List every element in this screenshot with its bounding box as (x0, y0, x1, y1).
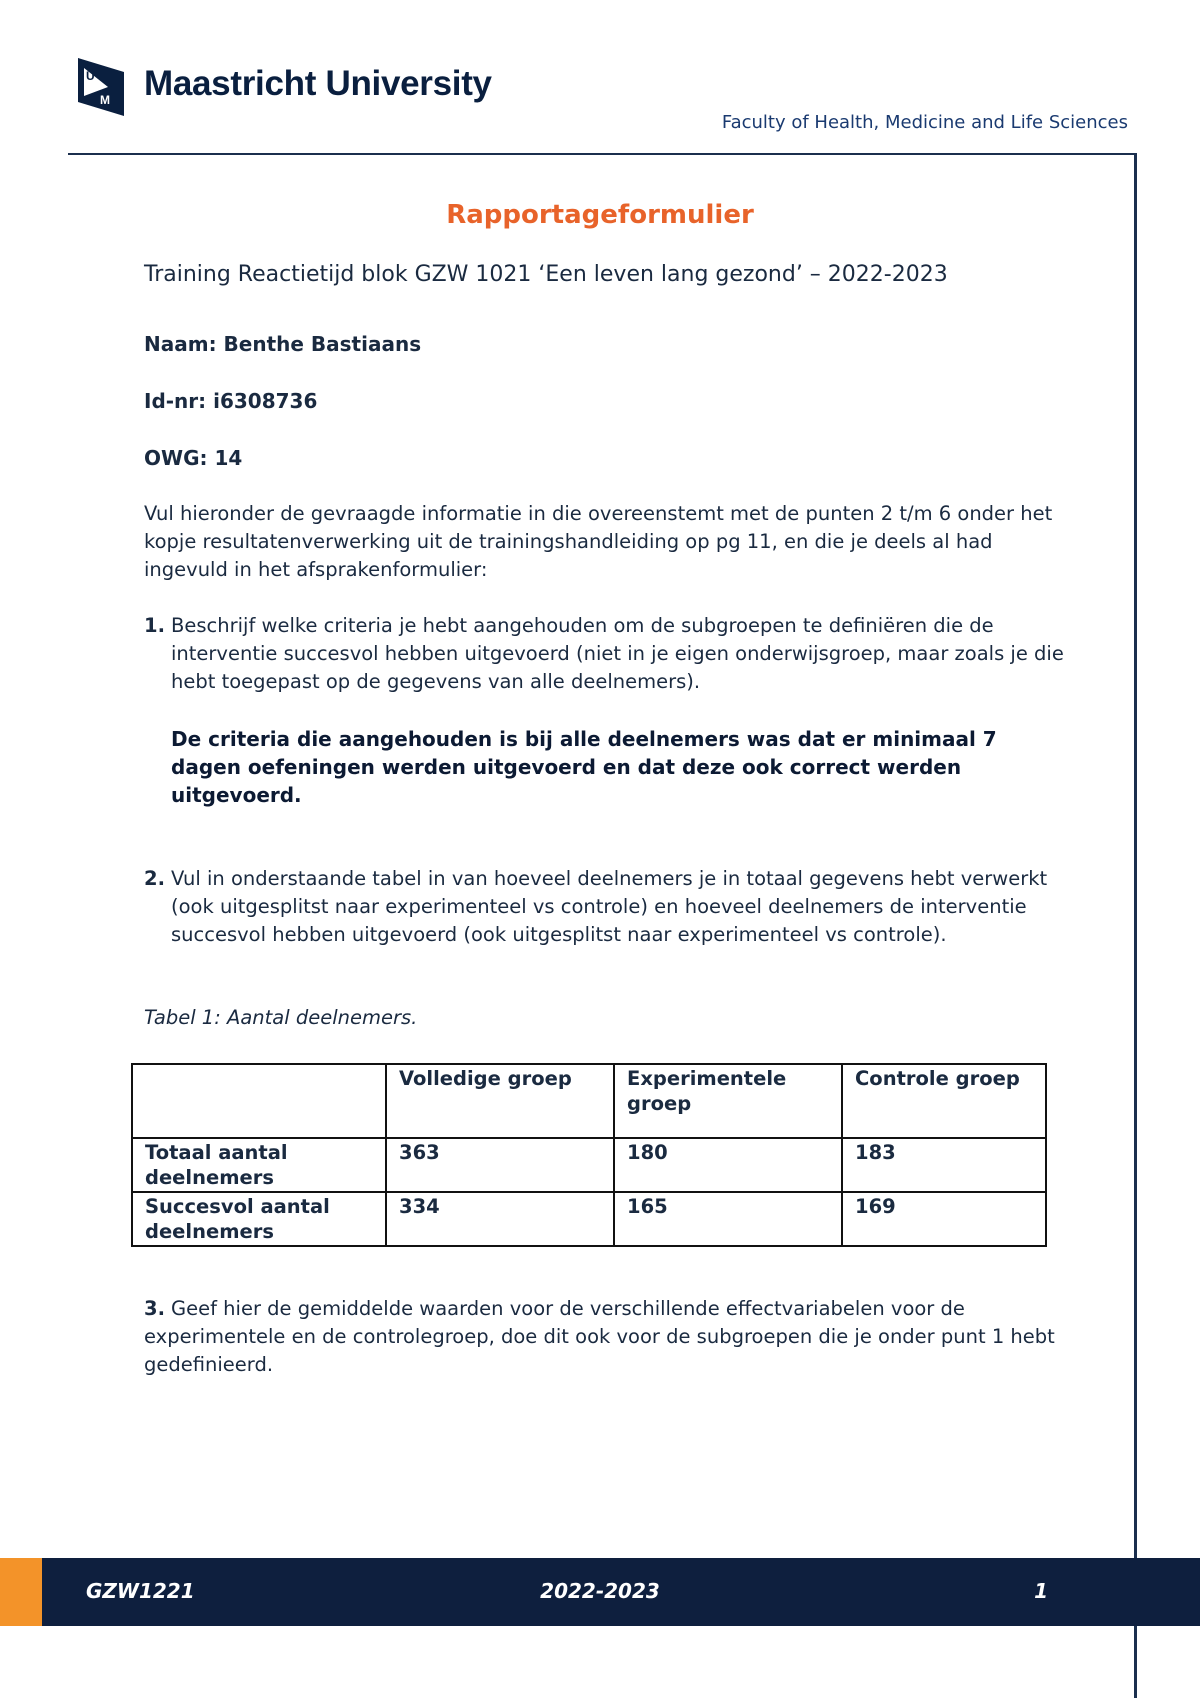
student-name: Naam: Benthe Bastiaans (144, 332, 422, 356)
question-3-text: Geef hier de gemiddelde waarden voor de verschillende effectvariabelen voor de experimentele en de controlegroep, doe dit ook voor de subgroepen die je onder punt 1 hebt gedefinieerd. (144, 1297, 1055, 1376)
table-header-cell: Controle groep (842, 1064, 1046, 1138)
table-cell: 165 (614, 1192, 842, 1246)
table-caption: Tabel 1: Aantal deelnemers. (144, 1006, 418, 1029)
page-border-right (1134, 153, 1137, 1698)
question-1-text: Beschrijf welke criteria je hebt aangehouden om de subgroepen te definiëren die de interventie succesvol hebben uitgevoerd (niet in je eigen onderwijsgroep, maar zoals je die hebt toegepast op de gegevens van alle deelnemers). (171, 614, 1064, 693)
table-cell: 363 (386, 1138, 614, 1192)
table-row (132, 1192, 1046, 1246)
document-subtitle: Training Reactietijd blok GZW 1021 ‘Een leven lang gezond’ – 2022-2023 (144, 262, 948, 287)
table-header-cell (132, 1064, 386, 1138)
participants-table (131, 1063, 1047, 1247)
table-row (132, 1138, 1046, 1192)
question-1-number: 1. (144, 614, 165, 637)
question-2-number: 2. (144, 867, 165, 890)
table-header-row (132, 1064, 1046, 1138)
table-header-cell: Experimentele groep (614, 1064, 842, 1138)
question-1-answer: De criteria die aangehouden is bij alle deelnemers was dat er minimaal 7 dagen oefeningen werden uitgevoerd en dat deze ook correct werden uitgevoerd. (171, 727, 997, 807)
svg-text:M: M (100, 93, 110, 107)
table-cell: 180 (614, 1138, 842, 1192)
footer-page-number: 1 (1034, 1579, 1048, 1603)
document-title: Rapportageformulier (446, 200, 754, 230)
question-2-text: Vul in onderstaande tabel in van hoeveel deelnemers je in totaal gegevens hebt verwerkt (ook uitgesplitst naar experimenteel vs controle) en hoeveel deelnemers de interventie succesvol hebben uitgevoerd (ook uitgesplitst naar experimenteel vs controle). (171, 867, 1048, 946)
brand-name: Maastricht University (144, 64, 492, 103)
table-row-label: Succesvol aantal deelnemers (132, 1192, 386, 1246)
question-3-number: 3. (144, 1297, 165, 1320)
table-cell: 183 (842, 1138, 1046, 1192)
table-cell: 334 (386, 1192, 614, 1246)
owg-number: OWG: 14 (144, 446, 243, 470)
student-id: Id-nr: i6308736 (144, 389, 318, 413)
footer-course-code: GZW1221 (86, 1579, 195, 1603)
table-cell: 169 (842, 1192, 1046, 1246)
svg-text:U: U (86, 69, 95, 83)
um-logo-icon (78, 58, 124, 116)
table-header-cell: Volledige groep (386, 1064, 614, 1138)
footer-year: 2022-2023 (540, 1579, 660, 1603)
page-footer (0, 1558, 1200, 1626)
faculty-name: Faculty of Health, Medicine and Life Sciences (721, 112, 1128, 133)
intro-paragraph: Vul hieronder de gevraagde informatie in die overeenstemt met de punten 2 t/m 6 onder het kopje resultatenverwerking uit de trainingshandleiding op pg 11, en die je deels al had ingevuld in het afsprakenformulier: (144, 502, 1053, 581)
table-row-label: Totaal aantal deelnemers (132, 1138, 386, 1192)
header-divider (68, 153, 1136, 155)
